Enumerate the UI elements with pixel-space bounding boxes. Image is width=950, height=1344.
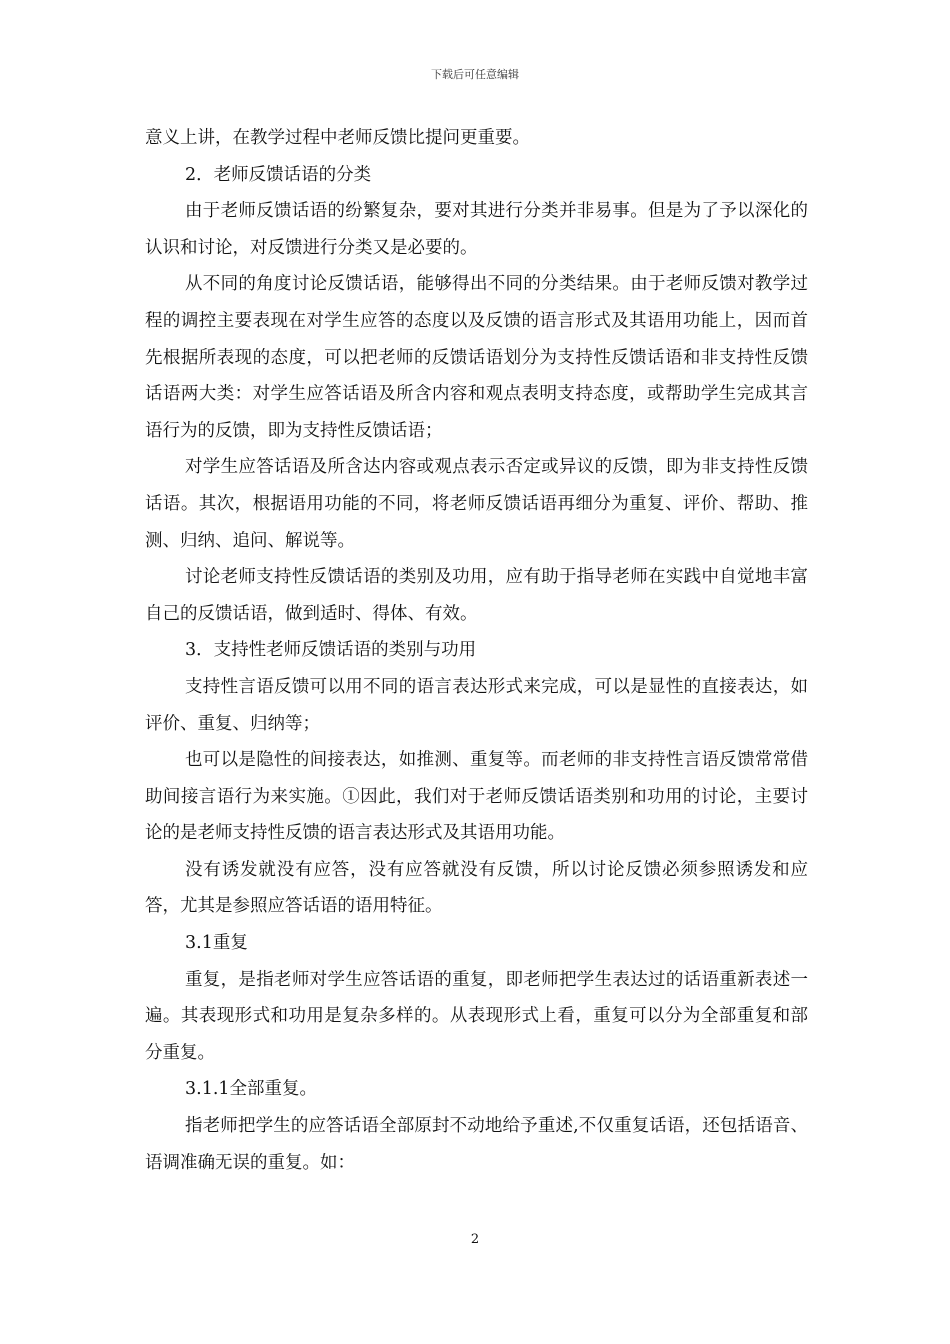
document-body bbox=[145, 120, 808, 1181]
page-number: 2 bbox=[470, 1232, 480, 1247]
page-header: 下载后可任意编辑 bbox=[431, 68, 519, 81]
section-heading: 3．支持性老师反馈话语的类别与功用 bbox=[185, 640, 477, 661]
paragraph: 支持性言语反馈可以用不同的语言表达形式来完成，可以是显性的直接表达，如评价、重复、归纳等； bbox=[145, 676, 808, 734]
subsubsection-heading: 3.1.1全部重复。 bbox=[185, 1079, 318, 1100]
paragraph: 讨论老师支持性反馈话语的类别及功用，应有助于指导老师在实践中自觉地丰富自己的反馈话语，做到适时、得体、有效。 bbox=[145, 567, 808, 624]
paragraph: 对学生应答话语及所含达内容或观点表示否定或异议的反馈，即为非支持性反馈话语。其次，根据语用功能的不同，将老师反馈话语再细分为重复、评价、帮助、推测、归纳、追问、解说等。 bbox=[145, 457, 808, 551]
subsection-heading: 3.1重复 bbox=[185, 933, 248, 954]
paragraph: 也可以是隐性的间接表达，如推测、重复等。而老师的非支持性言语反馈常常借助间接言语行为来实施。①因此，我们对于老师反馈话语类别和功用的讨论，主要讨论的是老师支持性反馈的语言表达形式及其语用功能。 bbox=[145, 750, 808, 844]
paragraph-continuation: 意义上讲，在教学过程中老师反馈比提问更重要。 bbox=[145, 128, 530, 148]
paragraph: 从不同的角度讨论反馈话语，能够得出不同的分类结果。由于老师反馈对教学过程的调控主要表现在对学生应答的态度以及反馈的语言形式及其语用功能上，因而首先根据所表现的态度，可以把老师的反馈话语划分为支持性反馈话语和非支持性反馈话语两大类：对学生应答话语及所含内容和观点表明支持态度，或帮助学生完成其言语行为的反馈，即为支持性反馈话语； bbox=[145, 274, 808, 441]
paragraph: 指老师把学生的应答话语全部原封不动地给予重述,不仅重复话语，还包括语音、语调准确无误的重复。如： bbox=[145, 1116, 808, 1173]
paragraph: 重复，是指老师对学生应答话语的重复，即老师把学生表达过的话语重新表述一遍。其表现形式和功用是复杂多样的。从表现形式上看，重复可以分为全部重复和部分重复。 bbox=[145, 969, 808, 1063]
section-heading: 2．老师反馈话语的分类 bbox=[185, 164, 372, 185]
paragraph: 没有诱发就没有应答，没有应答就没有反馈，所以讨论反馈必须参照诱发和应答，尤其是参照应答话语的语用特征。 bbox=[145, 859, 808, 917]
paragraph: 由于老师反馈话语的纷繁复杂，要对其进行分类并非易事。但是为了予以深化的认识和讨论，对反馈进行分类又是必要的。 bbox=[145, 201, 808, 258]
